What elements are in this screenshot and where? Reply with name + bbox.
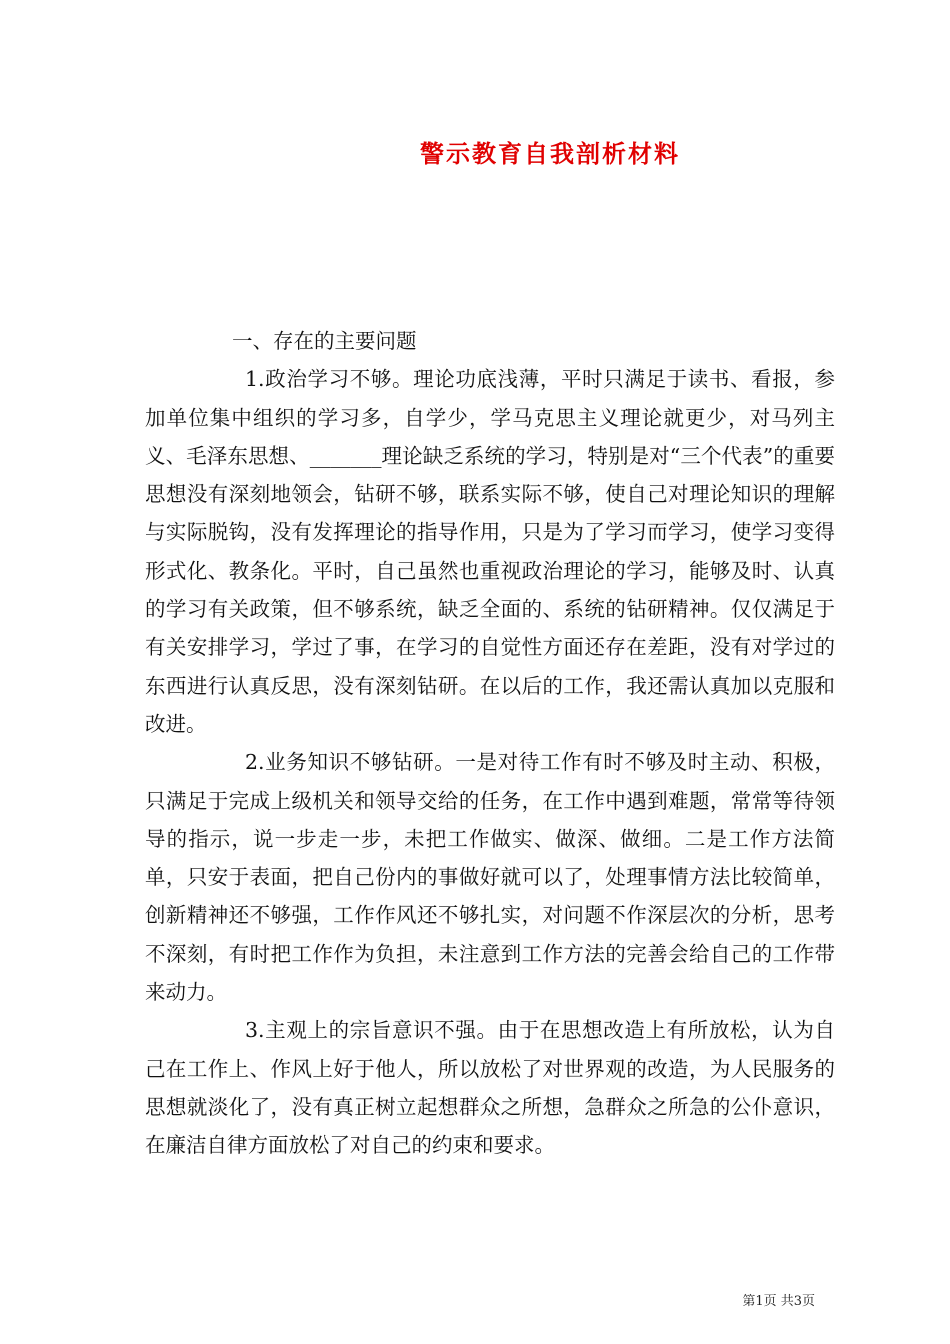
paragraph-3: 3.主观上的宗旨意识不强。由于在思想改造上有所放松，认为自己在工作上、作风上好于他人，所以放松了对世界观的改造，为人民服务的思想就淡化了，没有真正树立起想群众之所想，急群众之所急的公仆意识，在廉洁自律方面放松了对自己的约束和要求。: [145, 1018, 835, 1158]
section-heading: 一、存在的主要问题: [232, 329, 417, 353]
page-number-footer: 第1页 共3页: [742, 1294, 815, 1309]
paragraph-2: 2.业务知识不够钻研。一是对待工作有时不够及时主动、积极，只满足于完成上级机关和领导交给的任务，在工作中遇到难题，常常等待领导的指示，说一步走一步，未把工作做实、做深、做细。二是工作方法简单，只安于表面，把自己份内的事做好就可以了，处理事情方法比较简单，创新精神还不够强，工作作风还不够扎实，对问题不作深层次的分析，思考不深刻，有时把工作作为负担，未注意到工作方法的完善会给自己的工作带来动力。: [145, 750, 835, 1005]
paragraph-1: 1.政治学习不够。理论功底浅薄，平时只满足于读书、看报，参加单位集中组织的学习多，自学少，学马克思主义理论就更少，对马列主义、毛泽东思想、_______理论缺乏系统的学习，特别是对“三个代表”的重要思想没有深刻地领会，钻研不够，联系实际不够，使自己对理论知识的理解与实际脱钩，没有发挥理论的指导作用，只是为了学习而学习，使学习变得形式化、教条化。平时，自己虽然也重视政治理论的学习，能够及时、认真的学习有关政策，但不够系统，缺乏全面的、系统的钻研精神。仅仅满足于有关安排学习，学过了事，在学习的自觉性方面还存在差距，没有对学过的东西进行认真反思，没有深刻钻研。在以后的工作，我还需认真加以克服和改进。: [145, 367, 835, 736]
document-title: 警示教育自我剖析材料: [420, 139, 680, 168]
document-body: [145, 322, 835, 1165]
